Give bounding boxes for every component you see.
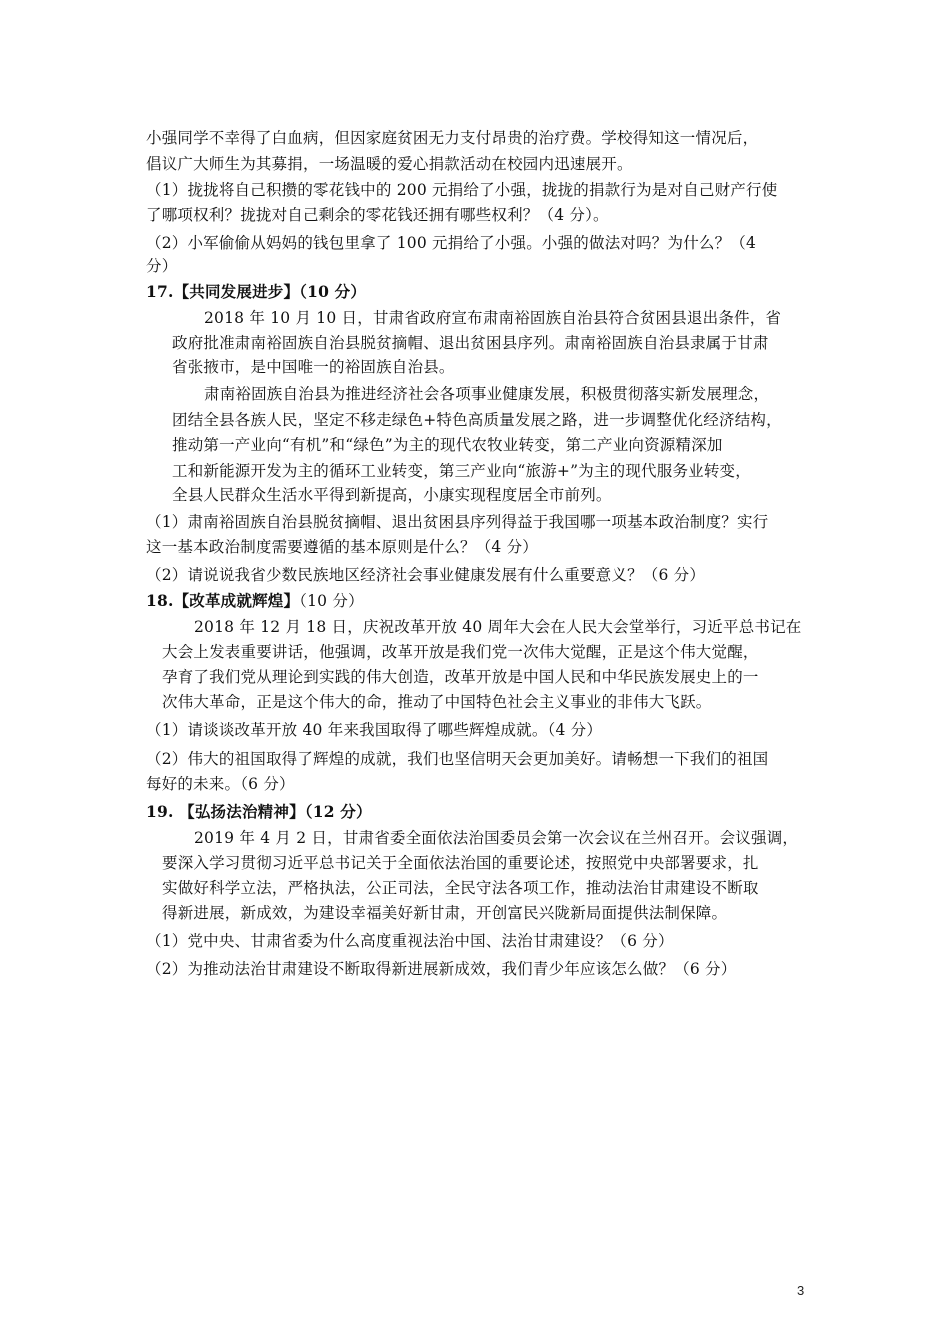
text-line: 2018 年 12 月 18 日，庆祝改革开放 40 周年大会在人民大会堂举行，习近平总书记在 bbox=[194, 618, 802, 636]
text-line: 大会上发表重要讲话，他强调，改革开放是我们党一次伟大觉醒，正是这个伟大觉醒， bbox=[162, 643, 759, 661]
sub-question: （2）伟大的祖国取得了辉煌的成就，我们也坚信明天会更加美好。请畅想一下我们的祖国 bbox=[146, 750, 769, 768]
text-line: 要深入学习贯彻习近平总书记关于全面依法治国的重要论述，按照党中央部署要求，扎 bbox=[162, 854, 759, 872]
sub-question: 这一基本政治制度需要遵循的基本原则是什么？（4 分） bbox=[146, 538, 538, 556]
sub-question: （2）为推动法治甘肃建设不断取得新进展新成效，我们青少年应该怎么做？（6 分） bbox=[146, 960, 737, 978]
text-line: 肃南裕固族自治县为推进经济社会各项事业健康发展，积极贯彻落实新发展理念， bbox=[204, 385, 770, 403]
text-line: 得新进展，新成效，为建设幸福美好新甘肃，开创富民兴陇新局面提供法制保障。 bbox=[162, 904, 728, 922]
question-heading: 17.【共同发展进步】（10 分） bbox=[146, 282, 367, 301]
text-line: 政府批准肃南裕固族自治县脱贫摘帽、退出贫困县序列。肃南裕固族自治县隶属于甘肃 bbox=[172, 334, 769, 352]
text-line: 团结全县各族人民，坚定不移走绿色+特色高质量发展之路，进一步调整优化经济结构， bbox=[172, 411, 782, 429]
sub-question: （2）小军偷偷从妈妈的钱包里拿了 100 元捐给了小强。小强的做法对吗？为什么？（4 bbox=[146, 234, 757, 252]
sub-question: （1）请谈谈改革开放 40 年来我国取得了哪些辉煌成就。（4 分） bbox=[146, 721, 603, 739]
text-line: 小强同学不幸得了白血病，但因家庭贫困无力支付昂贵的治疗费。学校得知这一情况后， bbox=[146, 129, 759, 147]
text-line: 孕育了我们党从理论到实践的伟大创造，改革开放是中国人民和中华民族发展史上的一 bbox=[162, 668, 759, 686]
text-line: 次伟大革命，正是这个伟大的命，推动了中国特色社会主义事业的非伟大飞跃。 bbox=[162, 693, 712, 711]
sub-question: （2）请说说我省少数民族地区经济社会事业健康发展有什么重要意义？（6 分） bbox=[146, 566, 706, 584]
text-line: 工和新能源开发为主的循环工业转变，第三产业向“旅游+”为主的现代服务业转变， bbox=[172, 462, 751, 480]
text-line: 实做好科学立法，严格执法，公正司法，全民守法各项工作，推动法治甘肃建设不断取 bbox=[162, 879, 759, 897]
page-number: 3 bbox=[797, 1283, 805, 1298]
sub-question: （1）肃南裕固族自治县脱贫摘帽、退出贫困县序列得益于我国哪一项基本政治制度？实行 bbox=[146, 513, 769, 531]
sub-question: （1）党中央、甘肃省委为什么高度重视法治中国、法治甘肃建设？（6 分） bbox=[146, 932, 674, 950]
sub-question: 分） bbox=[146, 257, 178, 275]
question-heading-score: （10 分） bbox=[299, 592, 364, 610]
text-line: 倡议广大师生为其募捐，一场温暖的爱心捐款活动在校园内迅速展开。 bbox=[146, 155, 633, 173]
sub-question: 了哪项权利？拢拢对自己剩余的零花钱还拥有哪些权利？（4 分）。 bbox=[146, 206, 609, 224]
text-line: 推动第一产业向“有机”和“绿色”为主的现代农牧业转变，第二产业向资源精深加 bbox=[172, 436, 723, 454]
text-line: 省张掖市，是中国唯一的裕固族自治县。 bbox=[172, 358, 455, 376]
question-heading: 19. 【弘扬法治精神】（12 分） bbox=[146, 802, 372, 821]
question-heading-title: 18.【改革成就辉煌】 bbox=[146, 591, 300, 610]
sub-question: （1）拢拢将自己积攒的零花钱中的 200 元捐给了小强，拢拢的捐款行为是对自己财产行使 bbox=[146, 181, 778, 199]
sub-question: 每好的未来。（6 分） bbox=[146, 775, 295, 793]
text-line: 全县人民群众生活水平得到新提高，小康实现程度居全市前列。 bbox=[172, 486, 612, 504]
text-line: 2019 年 4 月 2 日，甘肃省委全面依法治国委员会第一次会议在兰州召开。会议强调， bbox=[194, 829, 799, 847]
question-heading bbox=[146, 591, 364, 611]
text-line: 2018 年 10 月 10 日，甘肃省政府宣布肃南裕固族自治县符合贫困县退出条件，省 bbox=[204, 309, 782, 327]
